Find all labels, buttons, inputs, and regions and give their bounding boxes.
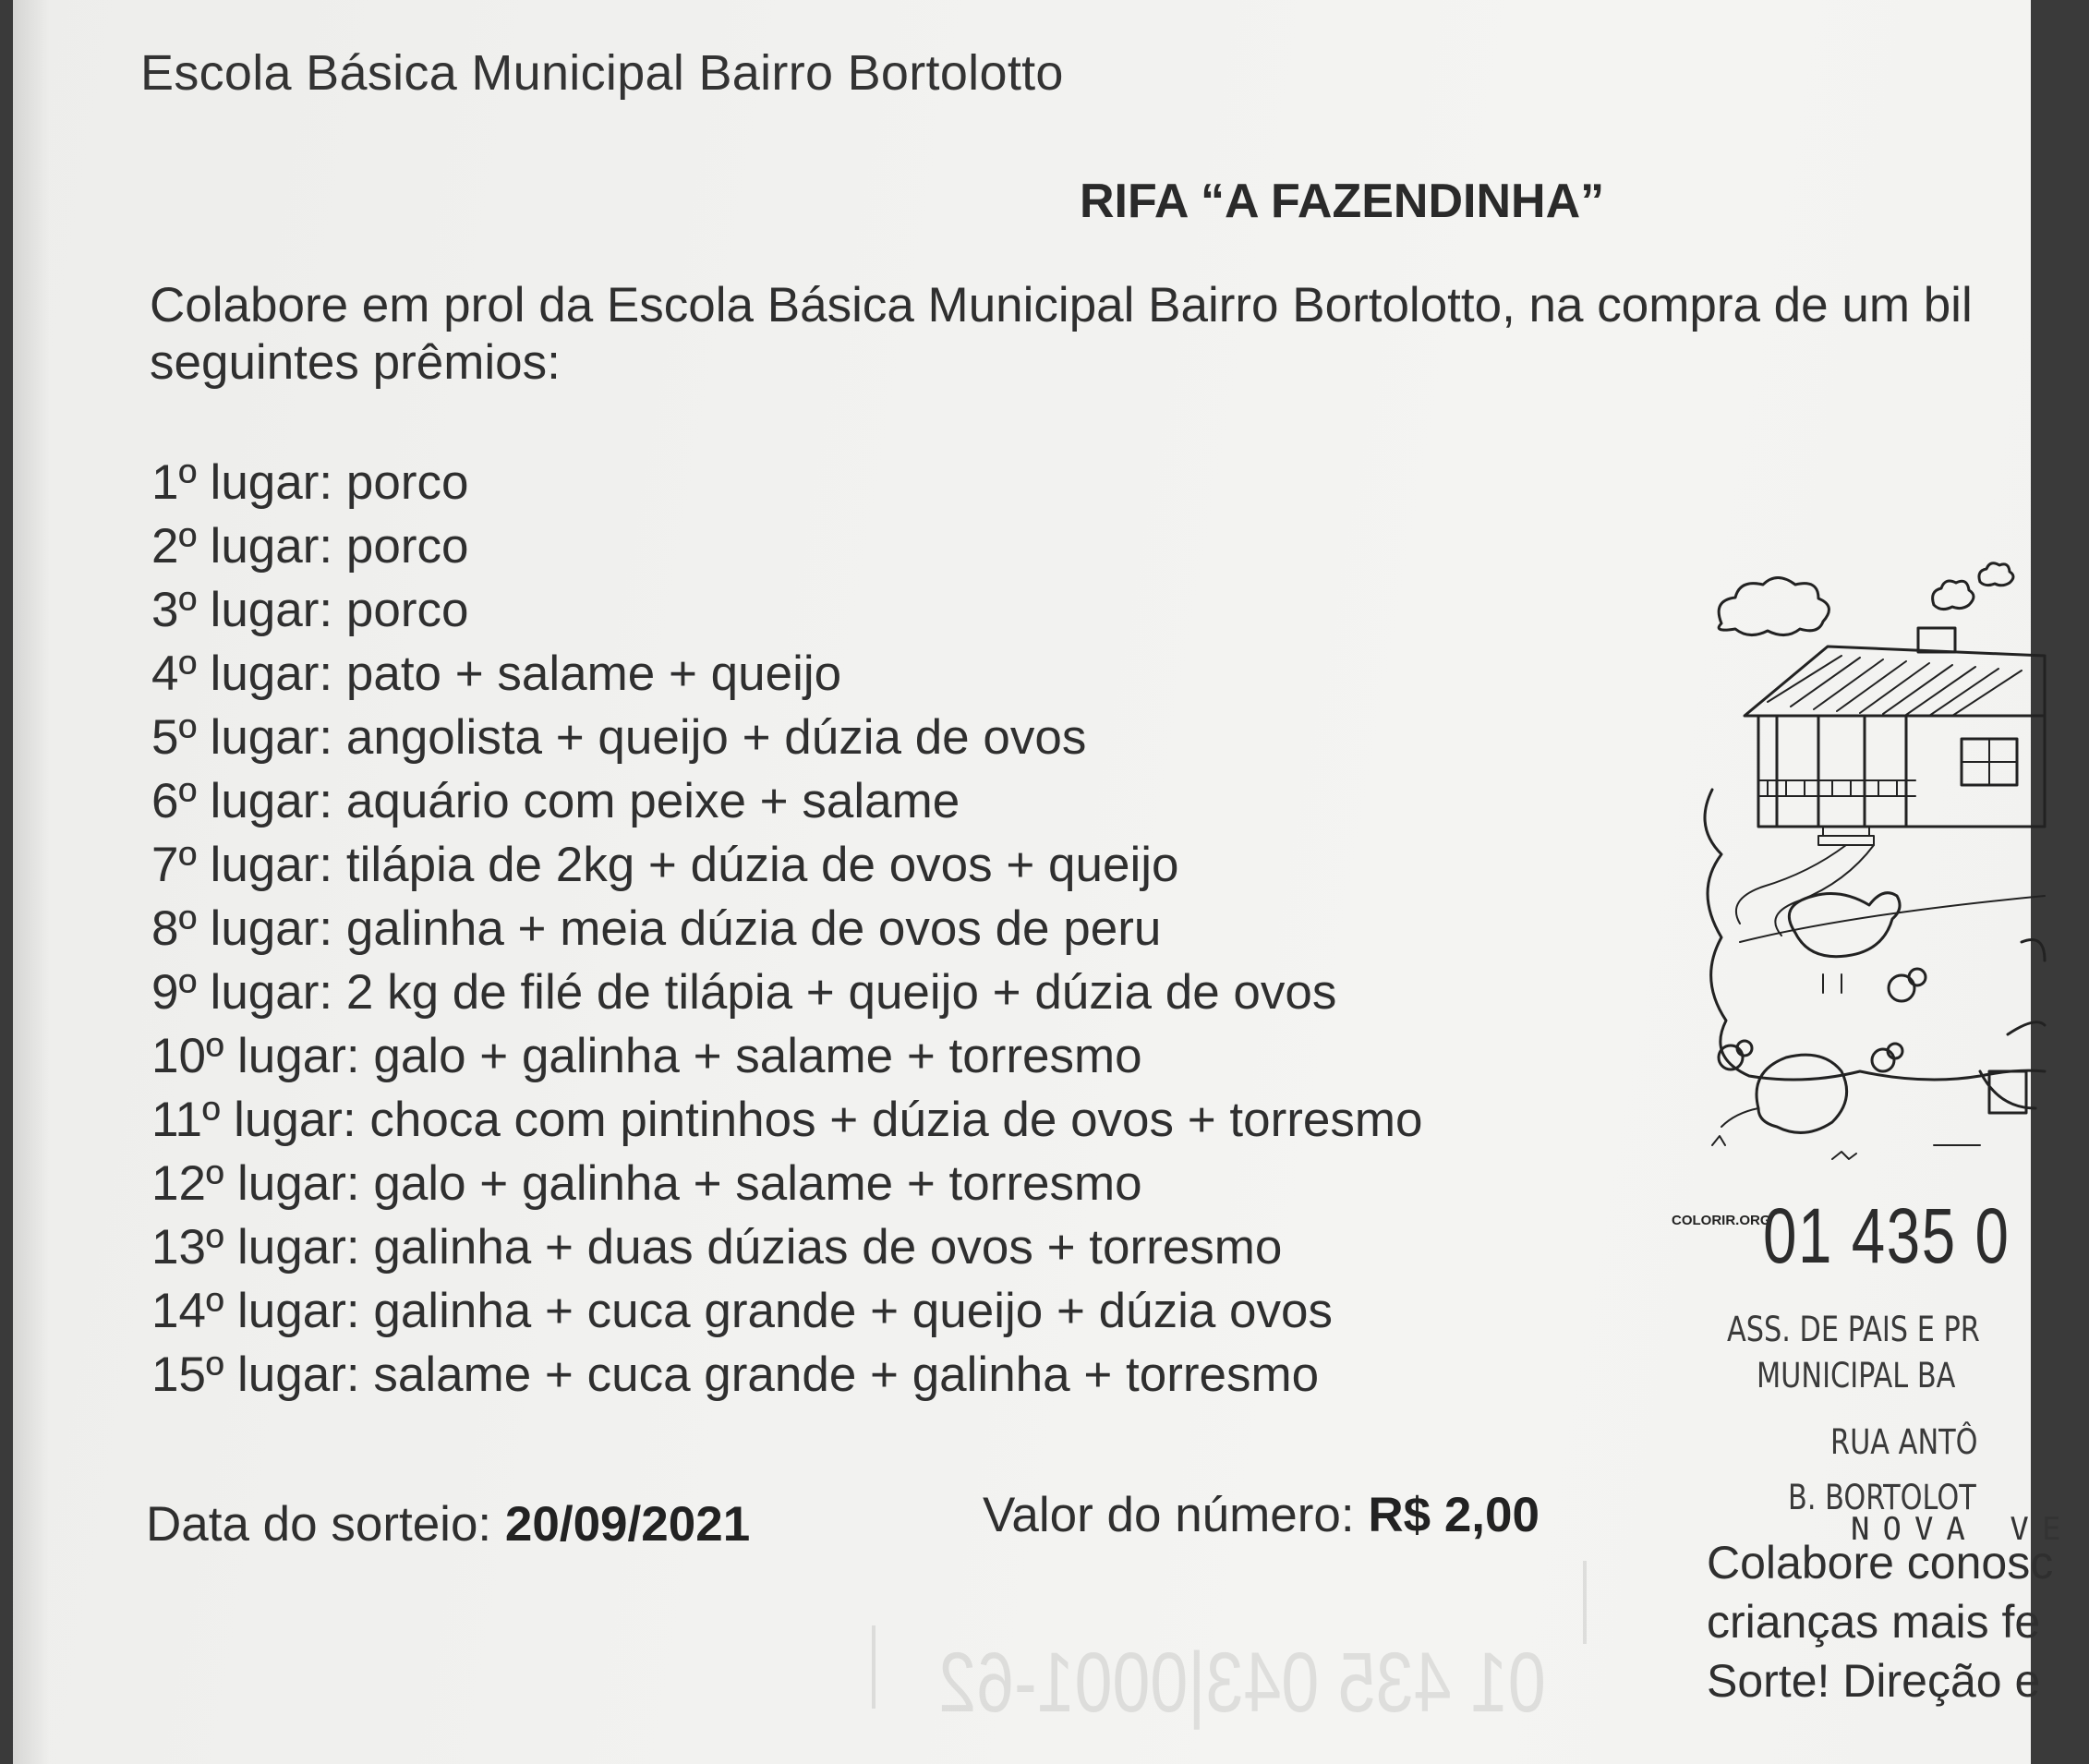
- grass-tufts: [1712, 1136, 1980, 1159]
- garden-path: [1736, 845, 1874, 936]
- ticket-price-label: Valor do número:: [983, 1488, 1355, 1542]
- intro-line-1: Colabore em prol da Escola Básica Municipal Bairro Bortolotto, na compra de um bil: [150, 278, 1973, 332]
- ticket-number: 01 435 0: [1763, 1192, 2011, 1279]
- stamp-line-3: RUA ANTÔ: [1830, 1422, 1978, 1462]
- stamp-line-2: MUNICIPAL BA: [1757, 1356, 1956, 1395]
- prize-item-6: 6º lugar: aquário com peixe + salame: [151, 774, 960, 828]
- porch-rail: [1758, 780, 1915, 796]
- prize-item-7: 7º lugar: tilápia de 2kg + dúzia de ovos + queijo: [151, 838, 1179, 892]
- bleed-through-bracket: [872, 1625, 875, 1709]
- bleed-through-bracket: [1583, 1561, 1587, 1644]
- hen-neck: [1721, 1108, 1758, 1127]
- school-header: Escola Básica Municipal Bairro Bortolotto: [140, 45, 1064, 101]
- prize-item-4: 4º lugar: pato + salame + queijo: [151, 646, 842, 701]
- smoke-puff: [1979, 563, 2013, 586]
- prize-item-5: 5º lugar: angolista + queijo + dúzia de ovos: [151, 710, 1087, 765]
- prize-item-1: 1º lugar: porco: [151, 455, 469, 510]
- prize-item-13: 13º lugar: galinha + duas dúzias de ovos + torresmo: [151, 1220, 1283, 1275]
- chick: [1872, 1049, 1894, 1071]
- porch-steps: [1818, 827, 1874, 845]
- chick-head: [1909, 969, 1926, 985]
- side-note-line-3: Sorte! Direção e: [1707, 1655, 2041, 1707]
- window-frame: [1962, 739, 2017, 785]
- draw-date: [146, 1496, 750, 1553]
- chimney: [1918, 628, 1955, 652]
- intro-line-2: seguintes prêmios:: [150, 335, 561, 390]
- yard-outline: [1705, 790, 2045, 1080]
- raffle-title: RIFA “A FAZENDINHA”: [1080, 175, 1605, 228]
- ticket-price-value: R$ 2,00: [1368, 1488, 1540, 1542]
- prize-item-3: 3º lugar: porco: [151, 583, 469, 637]
- prize-item-14: 14º lugar: galinha + cuca grande + queijo + dúzia ovos: [151, 1284, 1334, 1338]
- prize-item-15: 15º lugar: salame + cuca grande + galinha + torresmo: [151, 1347, 1320, 1402]
- raffle-sheet: [13, 0, 2074, 1764]
- illustration-credit: COLORIR.ORG: [1672, 1213, 1771, 1228]
- porch-posts: [1777, 716, 1906, 827]
- side-note-line-2: crianças mais fe: [1707, 1596, 2041, 1648]
- smoke-puff: [1933, 581, 1974, 610]
- hen: [1789, 893, 1900, 957]
- cloud-shape: [1719, 578, 1829, 635]
- draw-date-label: Data do sorteio:: [146, 1497, 492, 1552]
- side-note: [1707, 1533, 2053, 1710]
- intro-paragraph: [150, 277, 2089, 392]
- side-note-line-1: Colabore conosc: [1707, 1537, 2054, 1589]
- prize-item-2: 2º lugar: porco: [151, 519, 469, 574]
- farmer-figure: [1980, 940, 2045, 1114]
- bleed-through-text: 01 435 043|0001-62: [938, 1636, 1546, 1730]
- prize-item-9: 9º lugar: 2 kg de filé de tilápia + queijo + dúzia de ovos: [151, 965, 1337, 1020]
- stamp-line-1: ASS. DE PAIS E PR: [1727, 1310, 1980, 1349]
- hen-legs: [1823, 974, 1841, 993]
- porch-balusters: [1768, 780, 1897, 796]
- farm-illustration: [1657, 554, 2045, 1191]
- hen: [1757, 1055, 1847, 1132]
- draw-date-value: 20/09/2021: [504, 1497, 751, 1552]
- stamp-line-5: NOVA VE: [1851, 1511, 2074, 1548]
- prize-list: [151, 451, 1423, 1407]
- prize-item-10: 10º lugar: galo + galinha + salame + torresmo: [151, 1029, 1142, 1083]
- house-body: [1758, 716, 2045, 827]
- prize-item-12: 12º lugar: galo + galinha + salame + torresmo: [151, 1156, 1142, 1211]
- prize-item-8: 8º lugar: galinha + meia dúzia de ovos de peru: [151, 901, 1162, 956]
- stamp-line-4: B. BORTOLOT: [1788, 1478, 1976, 1517]
- ticket-price: [983, 1487, 1540, 1543]
- prize-item-11: 11º lugar: choca com pintinhos + dúzia de ovos + torresmo: [151, 1093, 1423, 1147]
